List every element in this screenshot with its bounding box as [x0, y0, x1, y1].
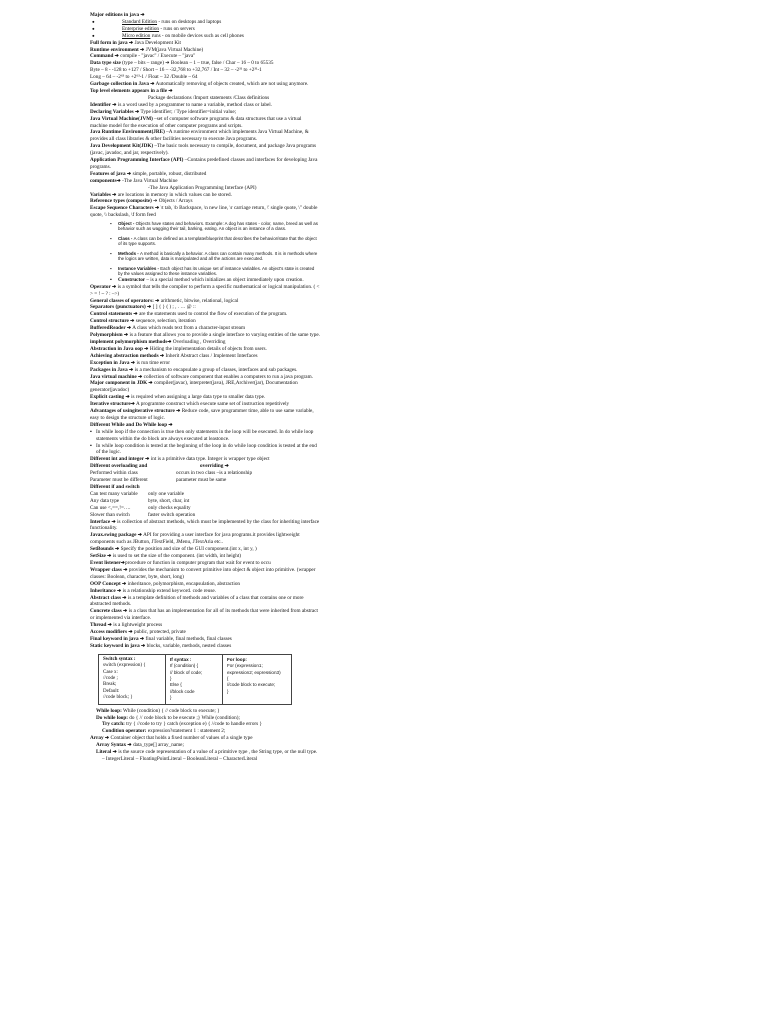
edition-item: ● Standard Edition - runs on desktops and laptops — [90, 19, 320, 26]
table-row: Parameter must be different parameter must be same — [90, 477, 227, 484]
definition-line: Static keyword in java ➔ blocks, variable, methods, nested classes — [90, 642, 232, 649]
definition-line: Abstract class ➔ is a template definition of methods and variables of a class that contains one or more abstracted methods. — [90, 594, 304, 608]
oop-bullet: ▪ Object - Objects have states and behaviors. Example: A dog has states - color, name, breed as well as behavior such as wagging their tail, barking, eating. An object is an instance of a class. — [90, 221, 320, 232]
definition-line: Packages in Java ➔ is a mechanism to encapsulate a group of classes, interfaces and sub packages. — [90, 366, 298, 373]
definition-line: Try catch: try { //code to try } catch (exception e) { //code to handle errors } — [102, 721, 262, 728]
definition-line: Iterative structure➔ A programme construct which execute same set of instruction repetitively — [90, 401, 290, 408]
definition-line: Do while loop: do { // code block to be execute ;} While (condition); — [96, 714, 240, 721]
overload-table — [90, 463, 320, 484]
definition-line: Garbage collection in Java ➔ Automatically removing of objects created, which are not using anymore. — [90, 81, 309, 88]
definition-line: Different While and Do While loop ➔ — [90, 421, 173, 428]
table-row: Can use <,==,!=…. only checks equality — [90, 504, 191, 511]
definition-line: Control structure ➔ sequence, selection, iteration — [90, 318, 196, 325]
oop-bullet: ▪ Methods - A method is basically a behavior. A class can contain many methods. It is in methods where the logics are written, data is manipulated and all the actions are executed. — [90, 251, 320, 262]
definition-line: Full form in java ➔ Java Development Kit — [90, 39, 181, 46]
definition-line: Concrete class ➔ is a class that has an implementation for all of its methods that were inherited from abstract or implemented via interface. — [90, 608, 318, 622]
definition-line: Byte – 8 - -128 to +127 / Short – 16 – -32,768 to +32,767 / Int – 32 – -2³¹ to +2³¹-1 — [90, 67, 262, 74]
section-a — [90, 40, 320, 95]
int-integer-line: Different int and integer ➔ int is a primitive data type. Integer is wrapper type object — [90, 456, 270, 463]
definition-line: Command ➔ compile - "javac" / Execute – "java" — [90, 53, 196, 60]
edition-item: ● Micro edition runs - on mobile devices such as cell phones — [90, 33, 320, 40]
definition-line: Application Programming Interface (API) –Contains predefined classes and interfaces for developing Java programs. — [90, 157, 318, 170]
definition-line: BufferedReader ➔ A class which reads text from a character-input stream — [90, 325, 246, 332]
definition-line: Java Runtime Environment(JRE) –A runtime environment which implements Java Virtual Machine, & provides all class libraries & other facilities necessary to execute Java programs. — [90, 129, 309, 143]
definition-line: Java virtual machine ➔ collection of software component that enables a computers to run a java program. — [90, 373, 313, 380]
definition-line: Separators (punctuators) ➔ [ ] { } ( ) ; , . … @ :: — [90, 304, 196, 311]
components-detail: -The Java Application Programming Interface (API) — [148, 184, 257, 191]
table-row: Can test many variable only one variable — [90, 490, 185, 497]
definition-line: Java Development Kit(JDK) –The basic tools necessary to compile, document, and package Java programs (javac, javadoc, and jar, respectively). — [90, 143, 317, 157]
definition-line: implement polymorphism methods➔ Overloading , Overriding — [90, 338, 226, 345]
definition-line: Major component in JDK ➔ compiler(javac), interpreter(java), JRE,Archiver(jar), Documentation generator(javadoc) — [90, 380, 298, 394]
if-switch-heading: Different if and switch — [90, 484, 140, 491]
definition-line: Data type size (type – bits – range) ➔ Boolean – 1 – true, false / Char – 16 – 0 to 65535 — [90, 60, 274, 67]
definition-line: General classes of operators: ➔ arithmetic, bitwise, relational, logical — [90, 297, 239, 304]
while-bullet-list — [90, 429, 320, 457]
overload-heading: Different overloading and overriding ➔ — [90, 463, 229, 470]
definition-line: Polymorphism ➔ is a feature that allows you to provide a single interface to varying entities of the same type. — [90, 332, 320, 339]
if-switch-table — [90, 484, 320, 519]
if-syntax-box: If syntax : If (condition) { // block of code; } Else { //block code } — [166, 654, 223, 705]
definition-line: Wrapper class ➔ provides the mechanism to convert primitive into object & object into primitive. (wrapper classes: Boolean, character, byte, short, long) — [90, 566, 316, 580]
definition-line: Features of java ➔ simple, portable, robust, distributed — [90, 170, 207, 177]
section-b — [90, 102, 320, 185]
definition-line: OOP Concept ➔ inheritance, polymorphism, encapsulation, abstraction — [90, 580, 241, 587]
definition-line: Access modifiers ➔ public, protected, private — [90, 629, 186, 636]
definition-line: Reference types (composite) ➔ Objects / Arrays — [90, 198, 193, 205]
while-bullet: ▪ In while loop condition is tested at the beginning of the loop in do while loop condition is tested at the end of the logic. — [90, 443, 320, 457]
oop-bullet-list — [90, 221, 320, 277]
constructor-bullet: ▪ Constructor – is a special method which initializes an object immediately upon creation. — [90, 277, 320, 284]
definition-line: Top level elements appears in a file ➔ — [90, 87, 173, 94]
definition-line: Variables ➔ are locations in memory in which values can be stored. — [90, 191, 232, 198]
definition-line: Control statements ➔ are the statements used to control the flow of execution of the program. — [90, 311, 288, 318]
table-row: Any data type byte, short, char, int — [90, 497, 190, 504]
switch-syntax-box: Switch syntax : switch (expression) { Case x: //code ; Break; Default: //code block; } — [98, 654, 166, 705]
editions-heading: Major editions in java ➔ — [90, 12, 145, 18]
definition-line: Literal ➔ is the source code representation of a value of a primitive type , the String type, or the null type. — [96, 749, 318, 756]
definition-line: Runtime environment ➔ JVM(java Virtual Machine) — [90, 46, 204, 53]
table-row: Slower than switch faster switch operation — [90, 511, 196, 518]
definition-line: Java Virtual Machine(JVM) –set of computer software programs & data structures that use a virtual machine model for the execution of other computer programs and scripts. — [90, 115, 302, 129]
definition-line: Array ➔ Container object that holds a fixed number of values of a single type — [90, 735, 253, 742]
definition-line: Advantages of usingiterative structure ➔ Reduce code, save programmer time, able to use same variable, easy to design the structure of logic. — [90, 408, 314, 421]
definition-line: Abstraction in Java oop ➔ Hiding the implementation details of objects from users. — [90, 345, 267, 352]
section-e — [90, 519, 320, 650]
section-c — [90, 192, 320, 220]
definition-line: Inheritance ➔ is a relationship extend keyword. code reuse. — [90, 587, 216, 594]
definition-line: components➔ -The Java Virtual Machine — [90, 177, 178, 184]
definition-line: Long – 64 – -2⁶³ to +2⁶³-1 / Float – 32 /Double – 64 — [90, 74, 198, 81]
for-syntax-box: For loop: For (expression1; expression2; expression3) { //code block to execute; } — [223, 654, 292, 705]
oop-bullet: ▪ Instance Variables - Each object has its unique set of instance variables. An object's state is created by the values assigned to these instance variables. — [90, 266, 320, 277]
definition-line: Exception in Java ➔ is run time error — [90, 359, 171, 366]
syntax-boxes — [98, 654, 320, 705]
definition-line: While loop: While (condition) { // code block to execute; } — [96, 707, 220, 714]
tail-section — [90, 708, 320, 763]
definition-line: Operator ➔ is a symbol that tells the compiler to perform a specific mathematical or logical manipulation. ( < > = ! ~ ? : –>) — [90, 283, 320, 297]
definition-line: Declaring Variables ➔ Type identifier; / Type identifier=initial value; — [90, 108, 237, 115]
definition-line: Final keyword in java ➔ final variable, final methods, final classes — [90, 635, 232, 642]
table-row: Performed within class occurs in two class –is a relationship — [90, 470, 253, 477]
definition-line: Escape Sequence Characters ➔ \t tab, \b Backspace, \n new line, \r carriage return, \' single quote, \" double quote, \\ backslash, \f form feed — [90, 205, 318, 219]
definition-line: Achieving abstraction methods ➔ Inherit Abstract class / Implement Interfaces — [90, 352, 258, 359]
definition-line: – IntegerLiteral – FloatingPointLiteral – BooleanLiteral – CharacterLiteral — [102, 755, 258, 762]
definition-line: Explicit casting ➔ is required when assigning a large data type to smaller data type. — [90, 394, 266, 401]
toplevel-detail: Package declarations /Import statements /Class definitions — [148, 94, 270, 101]
definition-line: Javax.swing package ➔ API for providing a user interface for java programs.it provides lightweight components such as JButton, JTextField, JMenu, JTextAria etc.. — [90, 532, 300, 546]
while-bullet: ▪ In while loop if the connection is true then only statements in the loop will be executed. In do while loop statements within the do block are always executed at leastonce. — [90, 429, 320, 443]
section-d — [90, 284, 320, 429]
definition-line: SetBounds ➔ Specify the position and size of the GUI component.(int x, int y, ) — [90, 546, 257, 553]
definition-line: Interface ➔ is collection of abstract methods, which must be implemented by the class for inheriting interface functionality. — [90, 518, 320, 532]
document-page — [90, 12, 320, 763]
edition-item: ● Enterprise edition - runs on servers — [90, 26, 320, 33]
definition-line: Event listener➔procedure or function in computer program that wait for event to occu — [90, 559, 271, 566]
definition-line: Condition operator: expression?statement 1 : statement 2; — [102, 728, 226, 735]
definition-line: Thread ➔ is a lightweight process — [90, 622, 163, 629]
definition-line: Array Syntax ➔ data_type[] array_name; — [96, 742, 184, 749]
oop-bullet: ▪ Class - A class can be defined as a template/blueprint that describes the behavior/state that the object of its type supports. — [90, 236, 320, 247]
definition-line: SetSize ➔ is used to set the size of the component. (int width, int height) — [90, 553, 242, 560]
definition-line: Identifier ➔ is a word used by a programmer to name a variable, method class or label. — [90, 101, 273, 108]
